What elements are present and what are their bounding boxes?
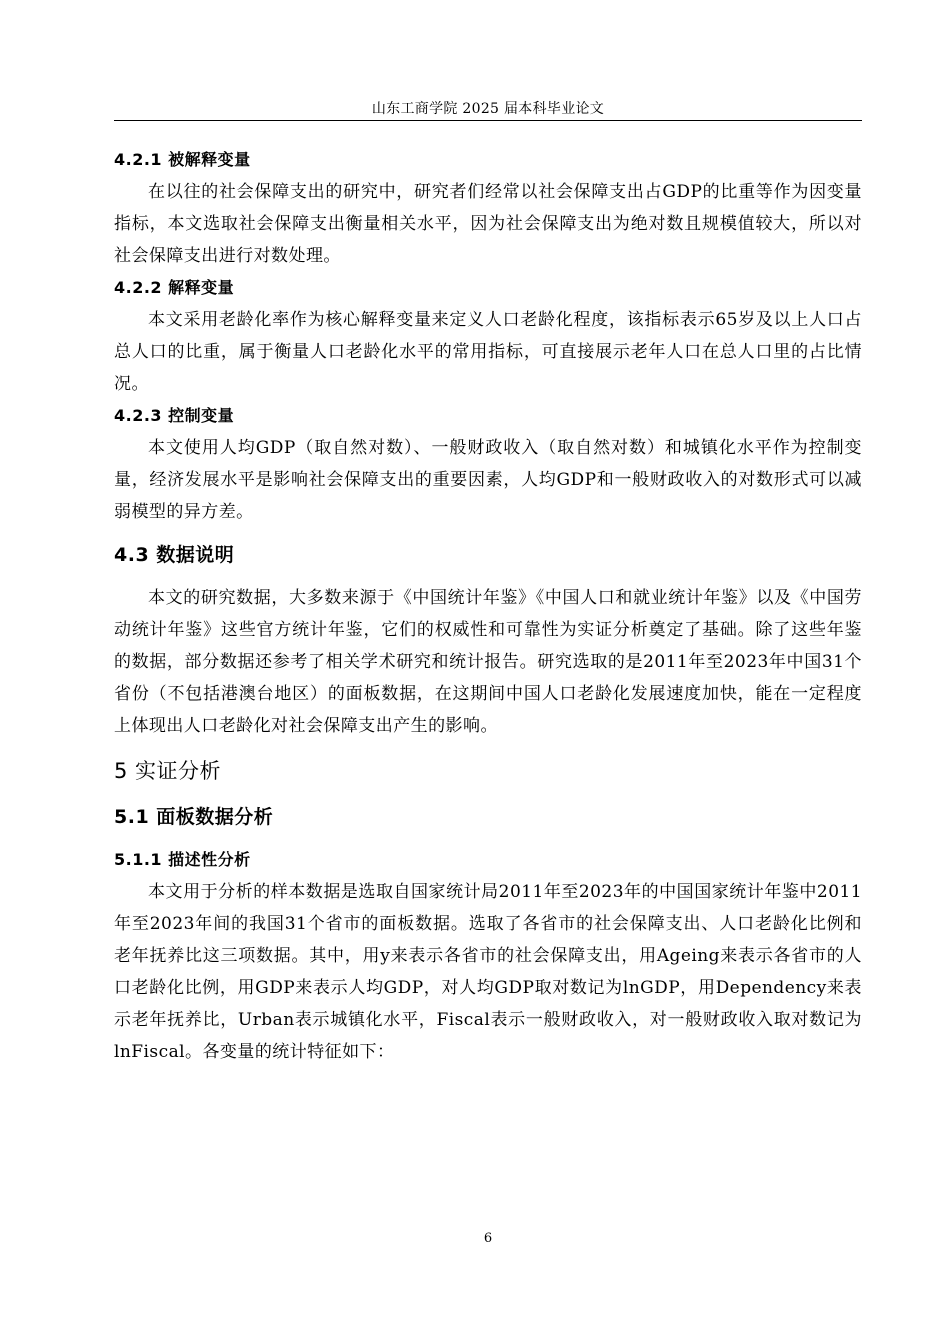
heading-4-2-2: 4.2.2 解释变量 [114,278,235,297]
paragraph-4-2-2: 本文采用老龄化率作为核心解释变量来定义人口老龄化程度，该指标表示65岁及以上人口占总人口的比重，属于衡量人口老龄化水平的常用指标，可直接展示老年人口在总人口里的占比情况。 [114,310,862,394]
heading-5: 5 实证分析 [114,759,222,783]
paragraph-5-1-1: 本文用于分析的样本数据是选取自国家统计局2011年至2023年的中国国家统计年鉴中2011年至2023年间的我国31个省市的面板数据。选取了各省市的社会保障支出、人口老龄化比例和老年抚养比这三项数据。其中，用y来表示各省市的社会保障支出，用Ageing来表示各省市的人口老龄化比例，用GDP来表示人均GDP，对人均GDP取对数记为lnGDP，用Dependency来表示老年抚养比，Urban表示城镇化水平，Fiscal表示一般财政收入，对一般财政收入取对数记为lnFiscal。各变量的统计特征如下： [114,882,862,1062]
paragraph-4-3: 本文的研究数据，大多数来源于《中国统计年鉴》《中国人口和就业统计年鉴》以及《中国劳动统计年鉴》这些官方统计年鉴，它们的权威性和可靠性为实证分析奠定了基础。除了这些年鉴的数据，部分数据还参考了相关学术研究和统计报告。研究选取的是2011年至2023年中国31个省份（不包括港澳台地区）的面板数据，在这期间中国人口老龄化发展速度加快，能在一定程度上体现出人口老龄化对社会保障支出产生的影响。 [114,588,862,736]
paragraph-4-2-1: 在以往的社会保障支出的研究中，研究者们经常以社会保障支出占GDP的比重等作为因变量指标，本文选取社会保障支出衡量相关水平，因为社会保障支出为绝对数且规模值较大，所以对社会保障支出进行对数处理。 [114,182,862,266]
page-number: 6 [483,1231,493,1246]
heading-4-2-3: 4.2.3 控制变量 [114,406,235,425]
header-rule [114,120,862,121]
heading-5-1-1: 5.1.1 描述性分析 [114,850,251,869]
page-body [114,144,862,1068]
paragraph-4-2-3: 本文使用人均GDP（取自然对数）、一般财政收入（取自然对数）和城镇化水平作为控制变量，经济发展水平是影响社会保障支出的重要因素，人均GDP和一般财政收入的对数形式可以减弱模型的异方差。 [114,438,862,522]
heading-4-3: 4.3 数据说明 [114,544,235,566]
running-header: 山东工商学院 2025 届本科毕业论文 [371,101,605,117]
heading-4-2-1: 4.2.1 被解释变量 [114,150,251,169]
heading-5-1: 5.1 面板数据分析 [114,806,274,828]
